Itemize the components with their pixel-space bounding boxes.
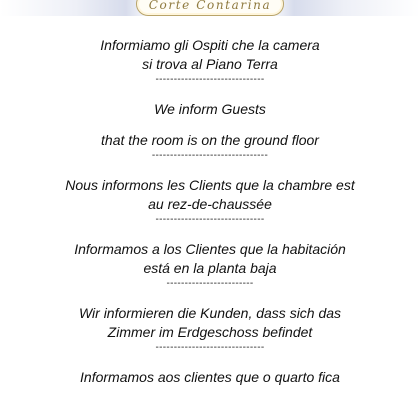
- notice-italian-line-1: Informiamo gli Ospiti che la camera: [100, 37, 320, 53]
- hotel-logo: [136, 0, 284, 16]
- separator: ------------------------------: [155, 214, 265, 225]
- notice-italian: [0, 36, 420, 86]
- notice-portuguese-line-1: Informamos aos clientes que o quarto fica: [80, 369, 340, 385]
- separator: ------------------------------: [155, 342, 265, 353]
- notice-french-line-2: au rez-de-chaussée: [148, 196, 272, 212]
- notice-spanish-line-1: Informamos a los Clientes que la habitación: [74, 241, 346, 257]
- separator: ------------------------: [166, 278, 254, 289]
- hotel-logo-text: Corte Contarina: [148, 0, 272, 12]
- notice-english-line-2: that the room is on the ground floor: [101, 132, 319, 148]
- notice-german: [0, 304, 420, 354]
- notice-english: [0, 100, 420, 162]
- notice-italian-line-2: si trova al Piano Terra: [142, 56, 278, 72]
- notice-spanish-line-2: está en la planta baja: [143, 260, 277, 276]
- notice-english-line-1: We inform Guests: [154, 101, 266, 117]
- notice-portuguese: [0, 368, 420, 387]
- notice-spanish: [0, 240, 420, 290]
- notice-french-line-1: Nous informons les Clients que la chambre est: [65, 177, 355, 193]
- notice-french: [0, 176, 420, 226]
- notice-german-line-2: Zimmer im Erdgeschoss befindet: [107, 324, 313, 340]
- separator: ------------------------------: [155, 74, 265, 85]
- ground-floor-notice: [0, 36, 420, 387]
- notice-german-line-1: Wir informieren die Kunden, dass sich das: [78, 305, 342, 321]
- separator: --------------------------------: [151, 150, 269, 161]
